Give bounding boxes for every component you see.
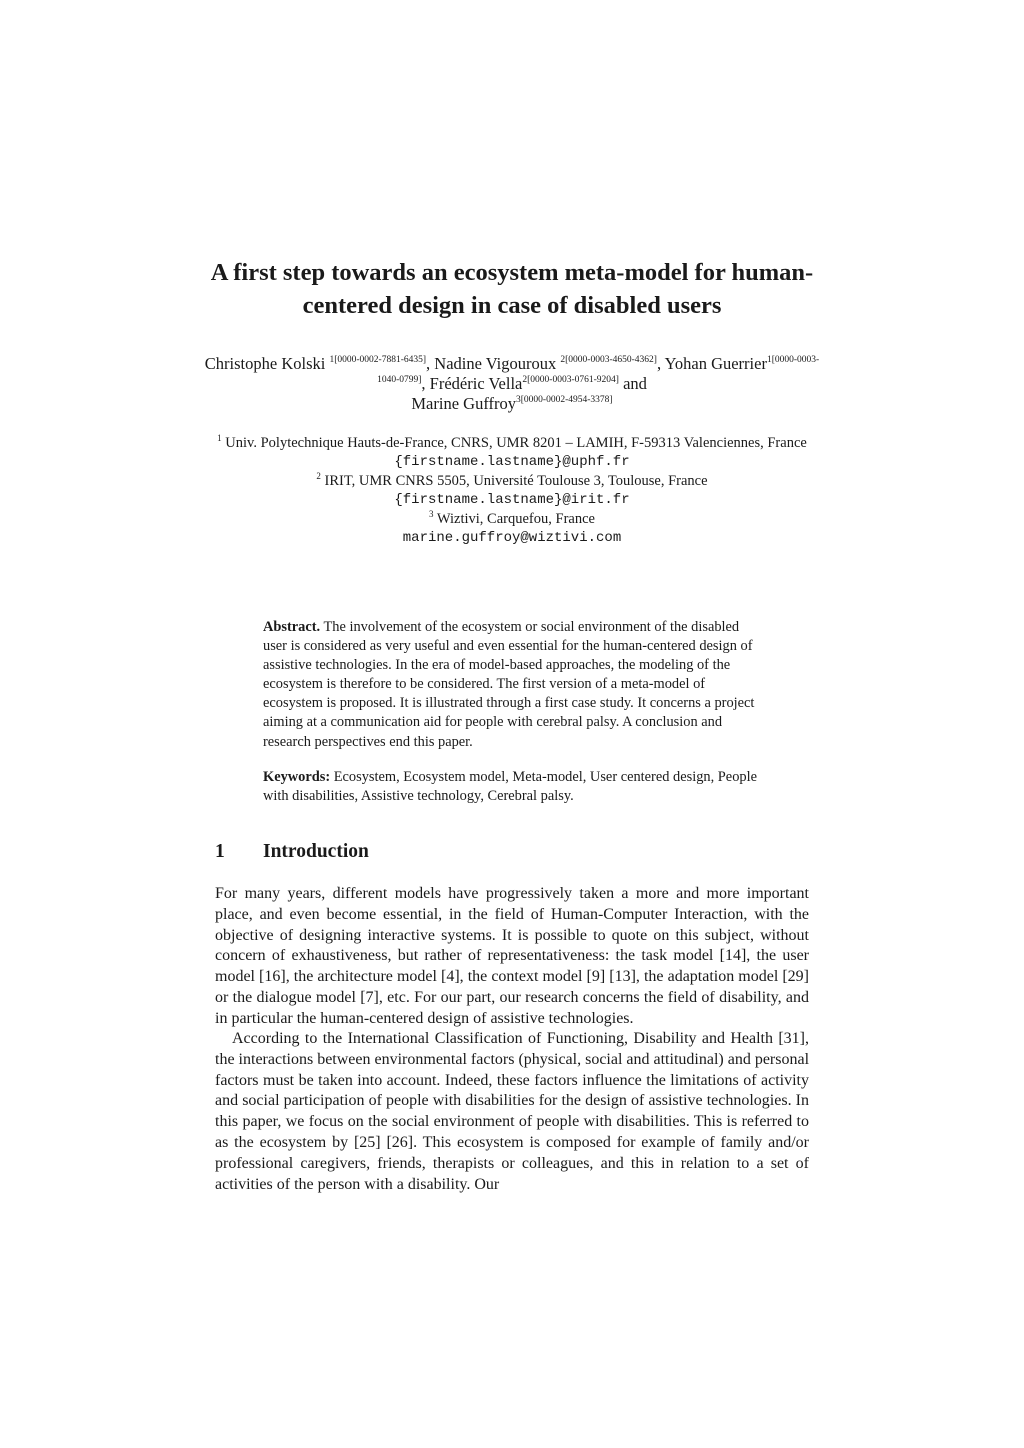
keywords — [263, 768, 763, 806]
body-paragraph: According to the International Classification of Functioning, Disability and Health [31], the interactions between environmental factors (physical, social and attitudinal) and personal factors must be taken into account. Indeed, these factors influence the limitations of activity and social participation of people with disabilities for the design of assistive technologies. In this paper, we focus on the social environment of people with disabilities. This is referred to as the ecosystem by [25] [26]. This ecosystem is composed for example of family and/or professional caregivers, friends, therapists or colleagues, and this in relation to a set of activities of the person with a disability. Our — [215, 1030, 810, 1193]
affiliation — [200, 510, 824, 529]
affiliation-email: {firstname.lastname}@irit.fr — [394, 492, 630, 508]
affiliation — [200, 434, 824, 453]
author-orcid: 1[0000-0003-1040-0799] — [377, 355, 820, 385]
author-list — [200, 354, 824, 414]
author-name: Nadine Vigouroux — [434, 354, 561, 373]
affiliation-text: Univ. Polytechnique Hauts-de-France, CNRS, UMR 8201 – LAMIH, F-59313 Valenciennes, France — [221, 435, 807, 451]
keywords-text: Ecosystem, Ecosystem model, Meta-model, User centered design, People with disabilities, Assistive technology, Cerebral palsy. — [263, 769, 757, 805]
author-separator: and — [618, 374, 647, 393]
paper-title: A first step towards an ecosystem meta-model for human-centered design in case of disabled users — [210, 259, 814, 319]
author-separator: , — [656, 354, 665, 373]
abstract-text: The involvement of the ecosystem or social environment of the disabled user is considered as very useful and even essential for the human-centered design of assistive technologies. In the era of model-based approaches, the modeling of the ecosystem is therefore to be considered. The first version of a meta-model of ecosystem is proposed. It is illustrated through a first case study. It concerns a project aiming at a communication aid for people with cerebral palsy. A conclusion and research perspectives end this paper. — [263, 619, 755, 750]
author-separator: , — [426, 354, 435, 373]
body-paragraph: For many years, different models have progressively taken a more and more important place, and even become essential, in the field of Human-Computer Interaction, with the objective of designing interactive systems. It is possible to quote on this subject, without concern of exhaustiveness, but rather of representativeness: the task model [14], the user model [16], the architecture model [4], the context model [9] [13], the adaptation model [29] or the dialogue model [7], etc. For our part, our research concerns the field of disability, and in particular the human-centered design of assistive technologies. — [215, 885, 809, 1027]
author-name: Yohan Guerrier — [664, 354, 767, 373]
affiliation — [200, 472, 824, 491]
section-number: 1 — [215, 841, 225, 862]
affiliation-mark: 1 — [217, 433, 222, 443]
author-orcid: 2[0000-0003-4650-4362] — [560, 355, 657, 365]
affiliation-email: {firstname.lastname}@uphf.fr — [394, 454, 630, 470]
affiliation-email: marine.guffroy@wiztivi.com — [402, 530, 622, 546]
affiliation-list — [200, 434, 824, 548]
author-name: Marine Guffroy — [411, 394, 517, 413]
section-heading — [215, 840, 809, 864]
author-separator: , — [421, 374, 430, 393]
author-orcid: 1[0000-0002-7881-6435] — [329, 355, 427, 365]
section-title: Introduction — [263, 841, 369, 862]
abstract — [263, 618, 763, 752]
author-name: Frédéric Vella — [429, 374, 523, 393]
affiliation-text: Wiztivi, Carquefou, France — [433, 511, 595, 527]
affiliation-mark: 3 — [429, 509, 434, 519]
affiliation-text: IRIT, UMR CNRS 5505, Université Toulouse 3, Toulouse, France — [320, 473, 708, 489]
author-orcid: 2[0000-0003-0761-9204] — [522, 375, 619, 385]
abstract-label: Abstract. — [263, 619, 321, 635]
keywords-label: Keywords: — [263, 769, 331, 785]
affiliation-mark: 2 — [316, 471, 321, 481]
author-orcid: 3[0000-0002-4954-3378] — [516, 395, 613, 405]
author-name: Christophe Kolski — [204, 354, 330, 373]
